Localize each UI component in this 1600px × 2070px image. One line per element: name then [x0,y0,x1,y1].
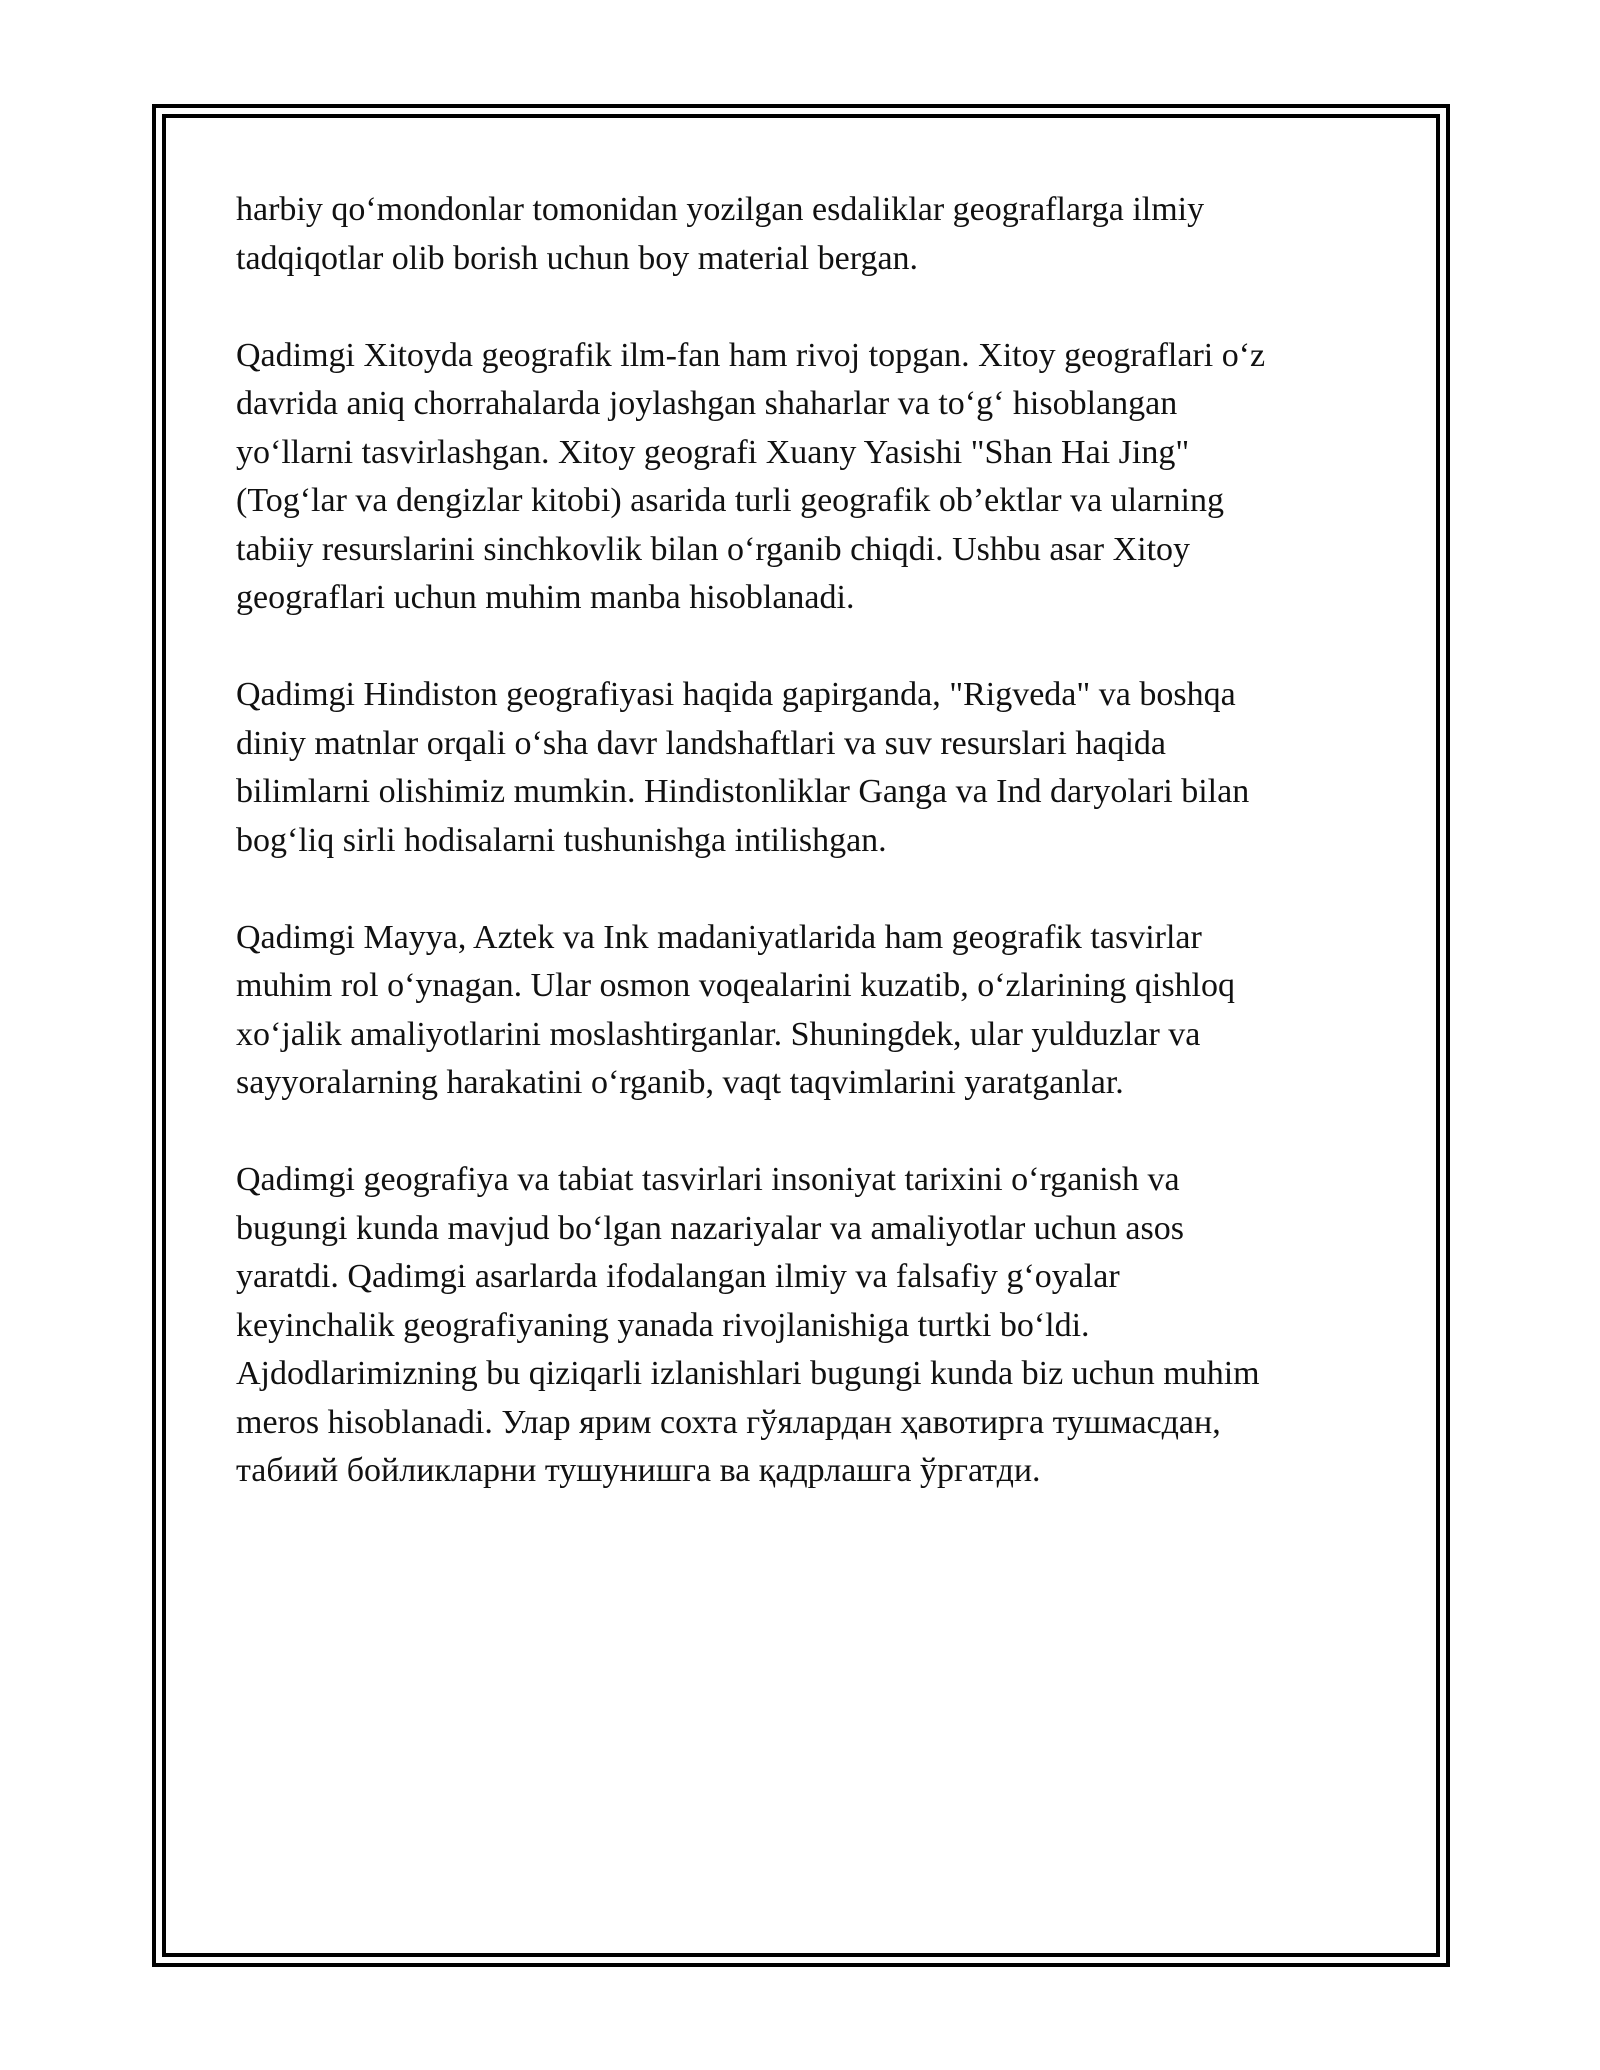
text-line: табиий бойликларни тушунишга ва қадрлашга ўргатди. [236,1452,1041,1489]
text-line: Qadimgi Hindiston geografiyasi haqida gapirganda, "Rigveda" va boshqa [236,676,1236,713]
text-line: muhim rol o‘ynagan. Ular osmon voqealarini kuzatib, o‘zlarining qishloq [236,967,1235,1004]
text-line: bugungi kunda mavjud bo‘lgan nazariyalar va amaliyotlar uchun asos [236,1209,1184,1247]
text-line: tabiiy resurslarini sinchkovlik bilan o‘rganib chiqdi. Ushbu asar Xitoy [236,530,1191,568]
text-line: Ajdodlarimizning bu qiziqarli izlanishlari bugungi kunda biz uchun muhim [236,1355,1260,1392]
text-line: Qadimgi Xitoyda geografik ilm-fan ham rivoj topgan. Xitoy geograflari o‘z [236,336,1266,374]
text-line: diniy matnlar orqali o‘sha davr landshaftlari va suv resurslari haqida [236,724,1166,762]
text-line: Qadimgi geografiya va tabiat tasvirlari insoniyat tarixini o‘rganish va [236,1161,1180,1198]
text-line: sayyoralarning harakatini o‘rganib, vaqt taqvimlarini yaratganlar. [236,1064,1124,1101]
text-line: xo‘jalik amaliyotlarini moslashtirganlar. Shuningdek, ular yulduzlar va [236,1015,1201,1053]
text-line: yaratdi. Qadimgi asarlarda ifodalangan ilmiy va falsafiy g‘oyalar [236,1258,1120,1295]
text-line: (Tog‘lar va dengizlar kitobi) asarida turli geografik ob’ektlar va ularning [236,482,1224,519]
text-line: harbiy qo‘mondonlar tomonidan yozilgan esdaliklar geograflarga ilmiy [236,191,1205,228]
text-line: yo‘llarni tasvirlashgan. Xitoy geografi Xuany Yasishi "Shan Hai Jing" [236,433,1190,471]
text-line: keyinchalik geografiyaning yanada rivojlanishiga turtki bo‘ldi. [236,1306,1090,1344]
paragraph-1 [236,186,1366,283]
text-line: davrida aniq chorrahalarda joylashgan shaharlar va to‘g‘ hisoblangan [236,385,1178,422]
text-line: meros hisoblanadi. Улар ярим сохта гўялардан ҳавотирга тушмасдан, [236,1403,1221,1441]
paragraph-3 [236,671,1366,865]
paragraph-4 [236,914,1366,1108]
text-line: bilimlarni olishimiz mumkin. Hindistonliklar Ganga va Ind daryolari bilan [236,773,1250,810]
text-line: geograflari uchun muhim manba hisoblanadi. [236,579,855,616]
document-body [236,186,1366,1544]
paragraph-5 [236,1156,1366,1496]
paragraph-2 [236,332,1366,623]
text-line: tadqiqotlar olib borish uchun boy material bergan. [236,239,919,277]
text-line: bog‘liq sirli hodisalarni tushunishga intilishgan. [236,821,887,859]
text-line: Qadimgi Mayya, Aztek va Ink madaniyatlarida ham geografik tasvirlar [236,918,1202,956]
